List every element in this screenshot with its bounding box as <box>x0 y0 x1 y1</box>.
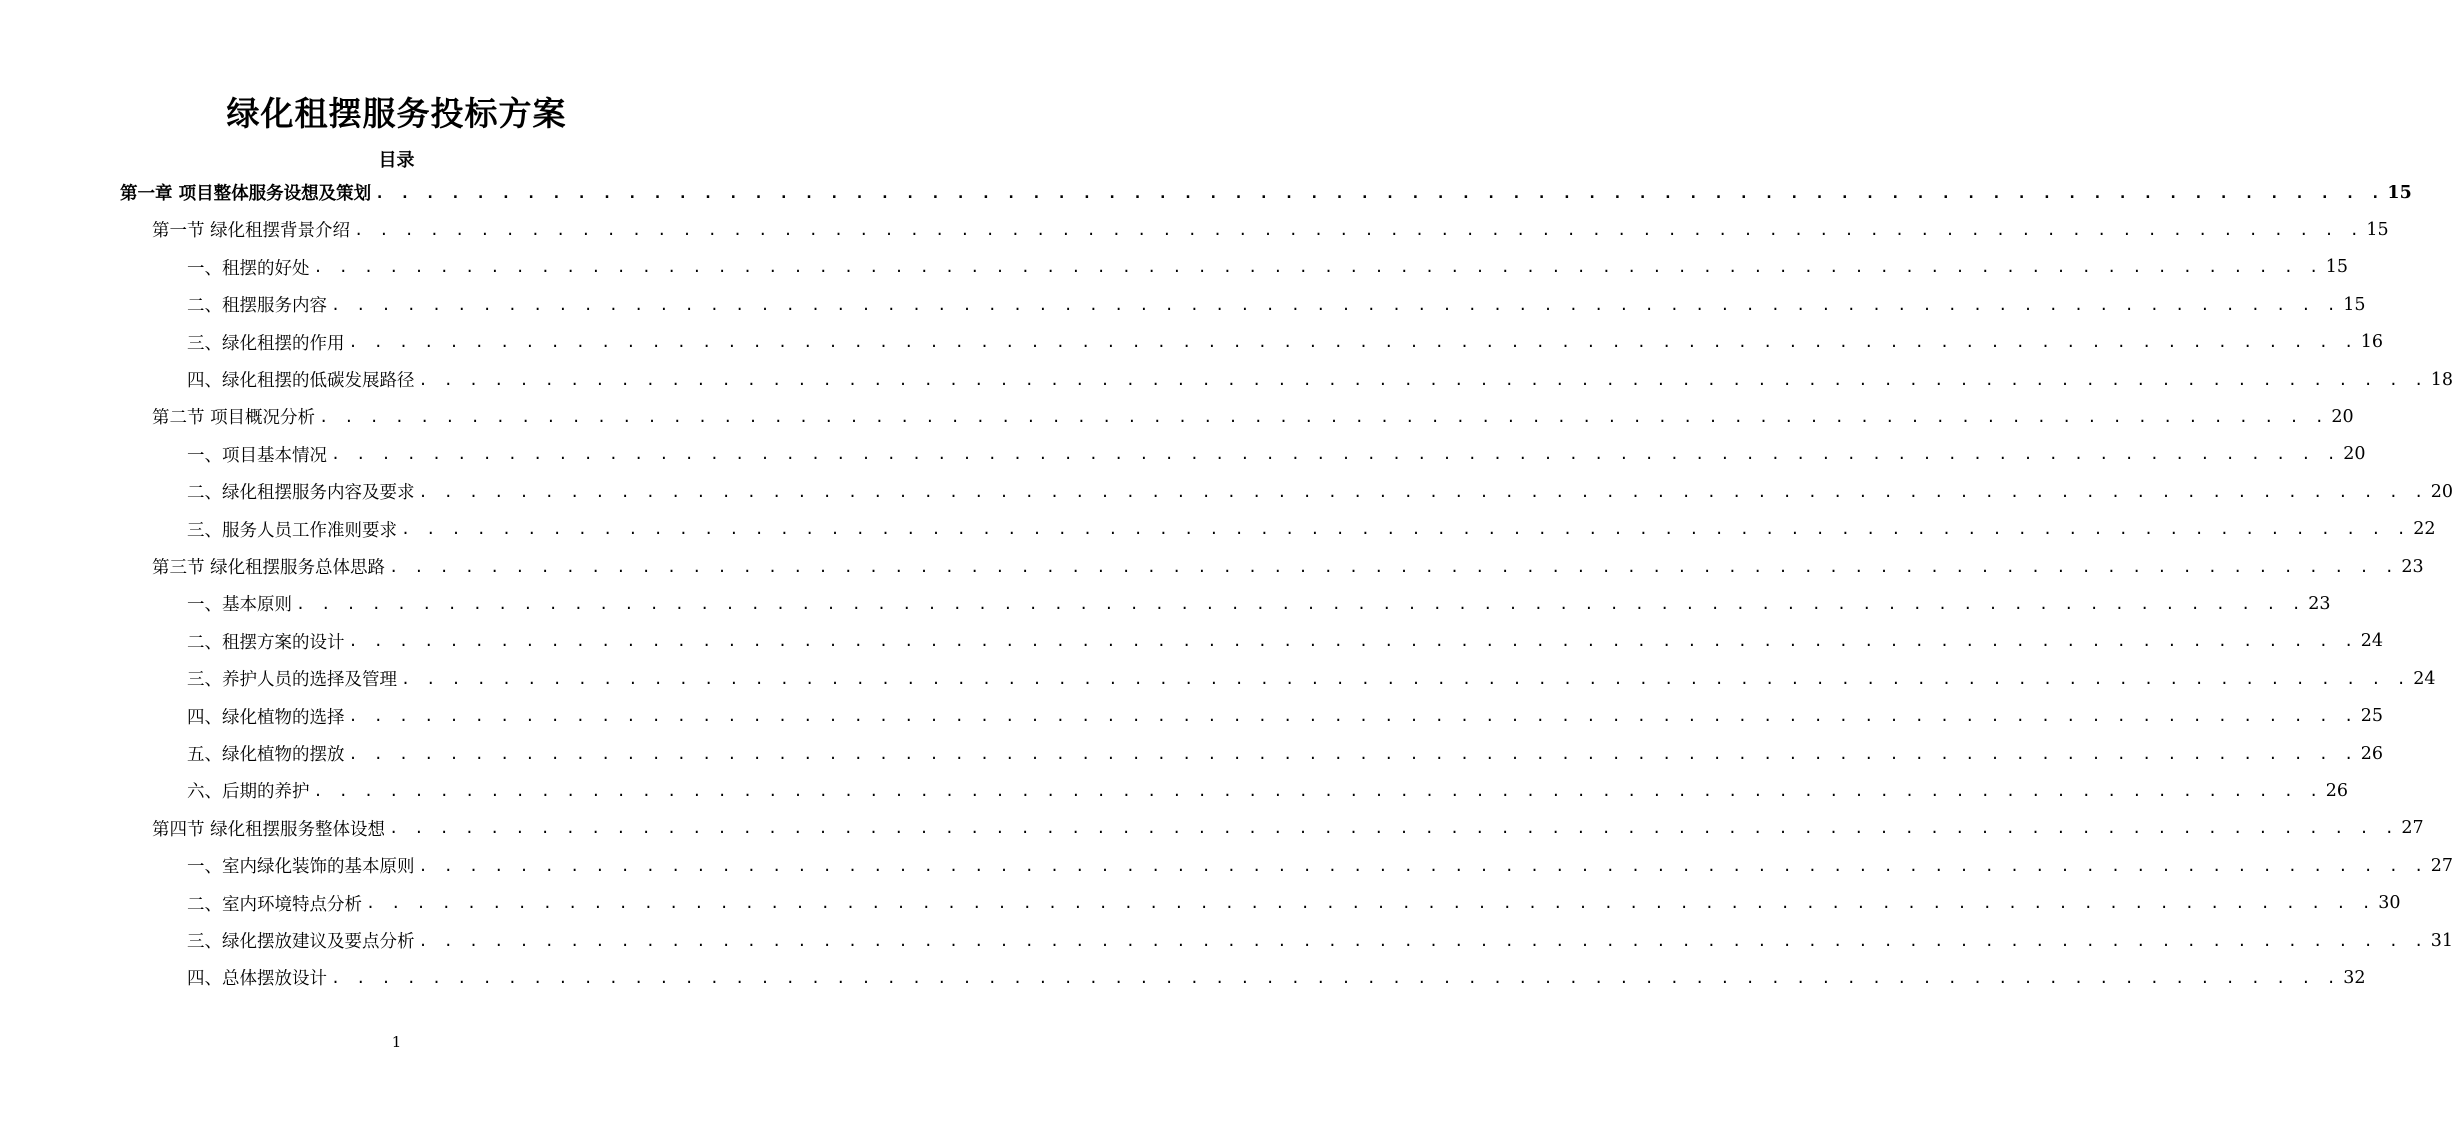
toc-entry-page: 26 <box>2360 743 2384 764</box>
toc-heading: 目录 <box>378 150 415 171</box>
toc-entry-page: 15 <box>2325 257 2349 278</box>
toc-entry-label: 一、基本原则 <box>187 595 292 616</box>
toc-entry-label: 第一章 项目整体服务设想及策划 <box>120 184 372 204</box>
toc-entry-page: 20 <box>2331 406 2354 427</box>
toc-entry-label: 四、绿化植物的选择 <box>187 707 345 728</box>
toc-entry-label: 三、绿化摆放建议及要点分析 <box>187 932 415 952</box>
toc-dot-leader: . . . . . . . . . . . . . . . . . . . . . . . . . . . . . . . . . . . . . . . . . . . . . . . . . . . . . . . . . . . . . . . . . . . . . . . . . . . . . . . . <box>296 594 2305 613</box>
toc-entry-page: 24 <box>2360 631 2384 652</box>
toc-chapter-entry[interactable] <box>120 174 2412 211</box>
toc-entry-page: 23 <box>2401 556 2424 577</box>
toc-entry-page: 15 <box>2387 182 2412 203</box>
toc-dot-leader: . . . . . . . . . . . . . . . . . . . . . . . . . . . . . . . . . . . . . . . . . . . . . . . . . . . . . . . . . . . . . . . . . . . . . . . . . . . . . . . . <box>348 744 2357 763</box>
toc-subsection-entry[interactable] <box>187 436 2366 473</box>
toc-entry-label: 二、租摆方案的设计 <box>187 632 345 653</box>
toc-entry-page: 31 <box>2430 930 2453 951</box>
toc-dot-leader: . . . . . . . . . . . . . . . . . . . . . . . . . . . . . . . . . . . . . . . . . . . . . . . . . . . . . . . . . . . . . . . . . . . . . . . . . . . . . . . . <box>319 407 2328 426</box>
toc-dot-leader: . . . . . . . . . . . . . . . . . . . . . . . . . . . . . . . . . . . . . . . . . . . . . . . . . . . . . . . . . . . . . . . . . . . . . . . . . . . . . . . . <box>348 632 2357 651</box>
toc-subsection-entry[interactable] <box>187 922 2453 959</box>
toc-entry-page: 15 <box>2343 294 2366 315</box>
toc-entry-label: 三、养护人员的选择及管理 <box>187 670 397 691</box>
toc-entry-page: 16 <box>2360 332 2384 353</box>
document-title: 绿化租摆服务投标方案 <box>226 94 567 133</box>
toc-dot-leader: . . . . . . . . . . . . . . . . . . . . . . . . . . . . . . . . . . . . . . . . . . . . . . . . . . . . . . . . . . . . . . . . . . . . . . . . . . . . . . . . <box>375 183 2384 202</box>
toc-dot-leader: . . . . . . . . . . . . . . . . . . . . . . . . . . . . . . . . . . . . . . . . . . . . . . . . . . . . . . . . . . . . . . . . . . . . . . . . . . . . . . . . <box>366 894 2375 913</box>
toc-entry-label: 三、绿化租摆的作用 <box>187 333 345 354</box>
toc-entry-page: 27 <box>2430 855 2453 876</box>
toc-dot-leader: . . . . . . . . . . . . . . . . . . . . . . . . . . . . . . . . . . . . . . . . . . . . . . . . . . . . . . . . . . . . . . . . . . . . . . . . . . . . . . . . <box>418 370 2427 389</box>
toc-dot-leader: . . . . . . . . . . . . . . . . . . . . . . . . . . . . . . . . . . . . . . . . . . . . . . . . . . . . . . . . . . . . . . . . . . . . . . . . . . . . . . . . <box>313 258 2322 277</box>
toc-dot-leader: . . . . . . . . . . . . . . . . . . . . . . . . . . . . . . . . . . . . . . . . . . . . . . . . . . . . . . . . . . . . . . . . . . . . . . . . . . . . . . . . <box>418 931 2427 950</box>
toc-subsection-entry[interactable] <box>187 698 2384 735</box>
toc-subsection-entry[interactable] <box>187 286 2366 323</box>
toc-entry-page: 15 <box>2366 219 2389 240</box>
toc-entry-label: 第二节 项目概况分析 <box>152 408 316 429</box>
toc-entry-page: 23 <box>2308 593 2331 614</box>
toc-subsection-entry[interactable] <box>187 959 2366 996</box>
toc-entry-page: 30 <box>2378 893 2401 914</box>
toc-section-entry[interactable] <box>152 398 2354 435</box>
toc-subsection-entry[interactable] <box>187 660 2436 697</box>
toc-subsection-entry[interactable] <box>187 585 2331 622</box>
toc-entry-label: 二、租摆服务内容 <box>187 296 327 317</box>
toc-entry-label: 三、服务人员工作准则要求 <box>187 520 397 541</box>
toc-entry-label: 六、后期的养护 <box>187 782 310 803</box>
toc-dot-leader: . . . . . . . . . . . . . . . . . . . . . . . . . . . . . . . . . . . . . . . . . . . . . . . . . . . . . . . . . . . . . . . . . . . . . . . . . . . . . . . . <box>401 669 2410 688</box>
page-number: 1 <box>391 1033 402 1051</box>
toc-dot-leader: . . . . . . . . . . . . . . . . . . . . . . . . . . . . . . . . . . . . . . . . . . . . . . . . . . . . . . . . . . . . . . . . . . . . . . . . . . . . . . . . <box>331 295 2340 314</box>
toc-entry-page: 22 <box>2413 519 2436 540</box>
toc-subsection-entry[interactable] <box>187 511 2436 548</box>
toc-dot-leader: . . . . . . . . . . . . . . . . . . . . . . . . . . . . . . . . . . . . . . . . . . . . . . . . . . . . . . . . . . . . . . . . . . . . . . . . . . . . . . . . <box>331 445 2340 464</box>
toc-dot-leader: . . . . . . . . . . . . . . . . . . . . . . . . . . . . . . . . . . . . . . . . . . . . . . . . . . . . . . . . . . . . . . . . . . . . . . . . . . . . . . . . <box>418 482 2427 501</box>
toc-entry-page: 32 <box>2343 967 2366 988</box>
toc-subsection-entry[interactable] <box>187 324 2384 361</box>
toc-subsection-entry[interactable] <box>187 885 2401 922</box>
toc-entry-page: 18 <box>2430 369 2453 390</box>
toc-entry-label: 一、租摆的好处 <box>187 258 310 279</box>
toc-entry-label: 二、室内环境特点分析 <box>187 894 362 915</box>
toc-entry-page: 26 <box>2325 780 2349 801</box>
toc-entry-label: 四、总体摆放设计 <box>187 969 327 990</box>
toc-entry-page: 24 <box>2413 668 2436 689</box>
toc-entry-page: 20 <box>2430 481 2453 502</box>
toc-entry-label: 四、绿化租摆的低碳发展路径 <box>187 371 415 391</box>
toc-subsection-entry[interactable] <box>187 249 2349 286</box>
toc-section-entry[interactable] <box>152 211 2389 248</box>
toc-subsection-entry[interactable] <box>187 623 2384 660</box>
toc-dot-leader: . . . . . . . . . . . . . . . . . . . . . . . . . . . . . . . . . . . . . . . . . . . . . . . . . . . . . . . . . . . . . . . . . . . . . . . . . . . . . . . . <box>418 856 2427 875</box>
toc-dot-leader: . . . . . . . . . . . . . . . . . . . . . . . . . . . . . . . . . . . . . . . . . . . . . . . . . . . . . . . . . . . . . . . . . . . . . . . . . . . . . . . . <box>401 520 2410 539</box>
toc-section-entry[interactable] <box>152 548 2424 585</box>
toc-entry-label: 第一节 绿化租摆背景介绍 <box>152 221 351 242</box>
toc-entry-page: 20 <box>2343 444 2366 465</box>
toc-subsection-entry[interactable] <box>187 473 2453 510</box>
toc-entry-label: 第四节 绿化租摆服务整体设想 <box>152 819 386 840</box>
toc-dot-leader: . . . . . . . . . . . . . . . . . . . . . . . . . . . . . . . . . . . . . . . . . . . . . . . . . . . . . . . . . . . . . . . . . . . . . . . . . . . . . . . . <box>348 333 2357 352</box>
toc-entry-label: 五、绿化植物的摆放 <box>187 745 345 765</box>
toc-entry-page: 25 <box>2360 706 2384 727</box>
toc-entry-label: 二、绿化租摆服务内容及要求 <box>187 483 415 504</box>
toc-dot-leader: . . . . . . . . . . . . . . . . . . . . . . . . . . . . . . . . . . . . . . . . . . . . . . . . . . . . . . . . . . . . . . . . . . . . . . . . . . . . . . . . <box>313 781 2322 800</box>
toc-subsection-entry[interactable] <box>187 847 2453 884</box>
toc-subsection-entry[interactable] <box>187 772 2349 809</box>
toc-entry-label: 第三节 绿化租摆服务总体思路 <box>152 558 386 578</box>
toc-entry-label: 一、项目基本情况 <box>187 445 327 466</box>
toc-subsection-entry[interactable] <box>187 361 2453 398</box>
toc-entry-label: 一、室内绿化装饰的基本原则 <box>187 857 415 878</box>
toc-dot-leader: . . . . . . . . . . . . . . . . . . . . . . . . . . . . . . . . . . . . . . . . . . . . . . . . . . . . . . . . . . . . . . . . . . . . . . . . . . . . . . . . <box>354 220 2363 239</box>
toc-dot-leader: . . . . . . . . . . . . . . . . . . . . . . . . . . . . . . . . . . . . . . . . . . . . . . . . . . . . . . . . . . . . . . . . . . . . . . . . . . . . . . . . <box>389 819 2398 838</box>
toc-subsection-entry[interactable] <box>187 735 2384 772</box>
toc-dot-leader: . . . . . . . . . . . . . . . . . . . . . . . . . . . . . . . . . . . . . . . . . . . . . . . . . . . . . . . . . . . . . . . . . . . . . . . . . . . . . . . . <box>348 707 2357 726</box>
toc-dot-leader: . . . . . . . . . . . . . . . . . . . . . . . . . . . . . . . . . . . . . . . . . . . . . . . . . . . . . . . . . . . . . . . . . . . . . . . . . . . . . . . . <box>389 557 2398 576</box>
toc-entry-page: 27 <box>2401 818 2424 839</box>
toc-dot-leader: . . . . . . . . . . . . . . . . . . . . . . . . . . . . . . . . . . . . . . . . . . . . . . . . . . . . . . . . . . . . . . . . . . . . . . . . . . . . . . . . <box>331 968 2340 987</box>
toc-section-entry[interactable] <box>152 810 2424 847</box>
